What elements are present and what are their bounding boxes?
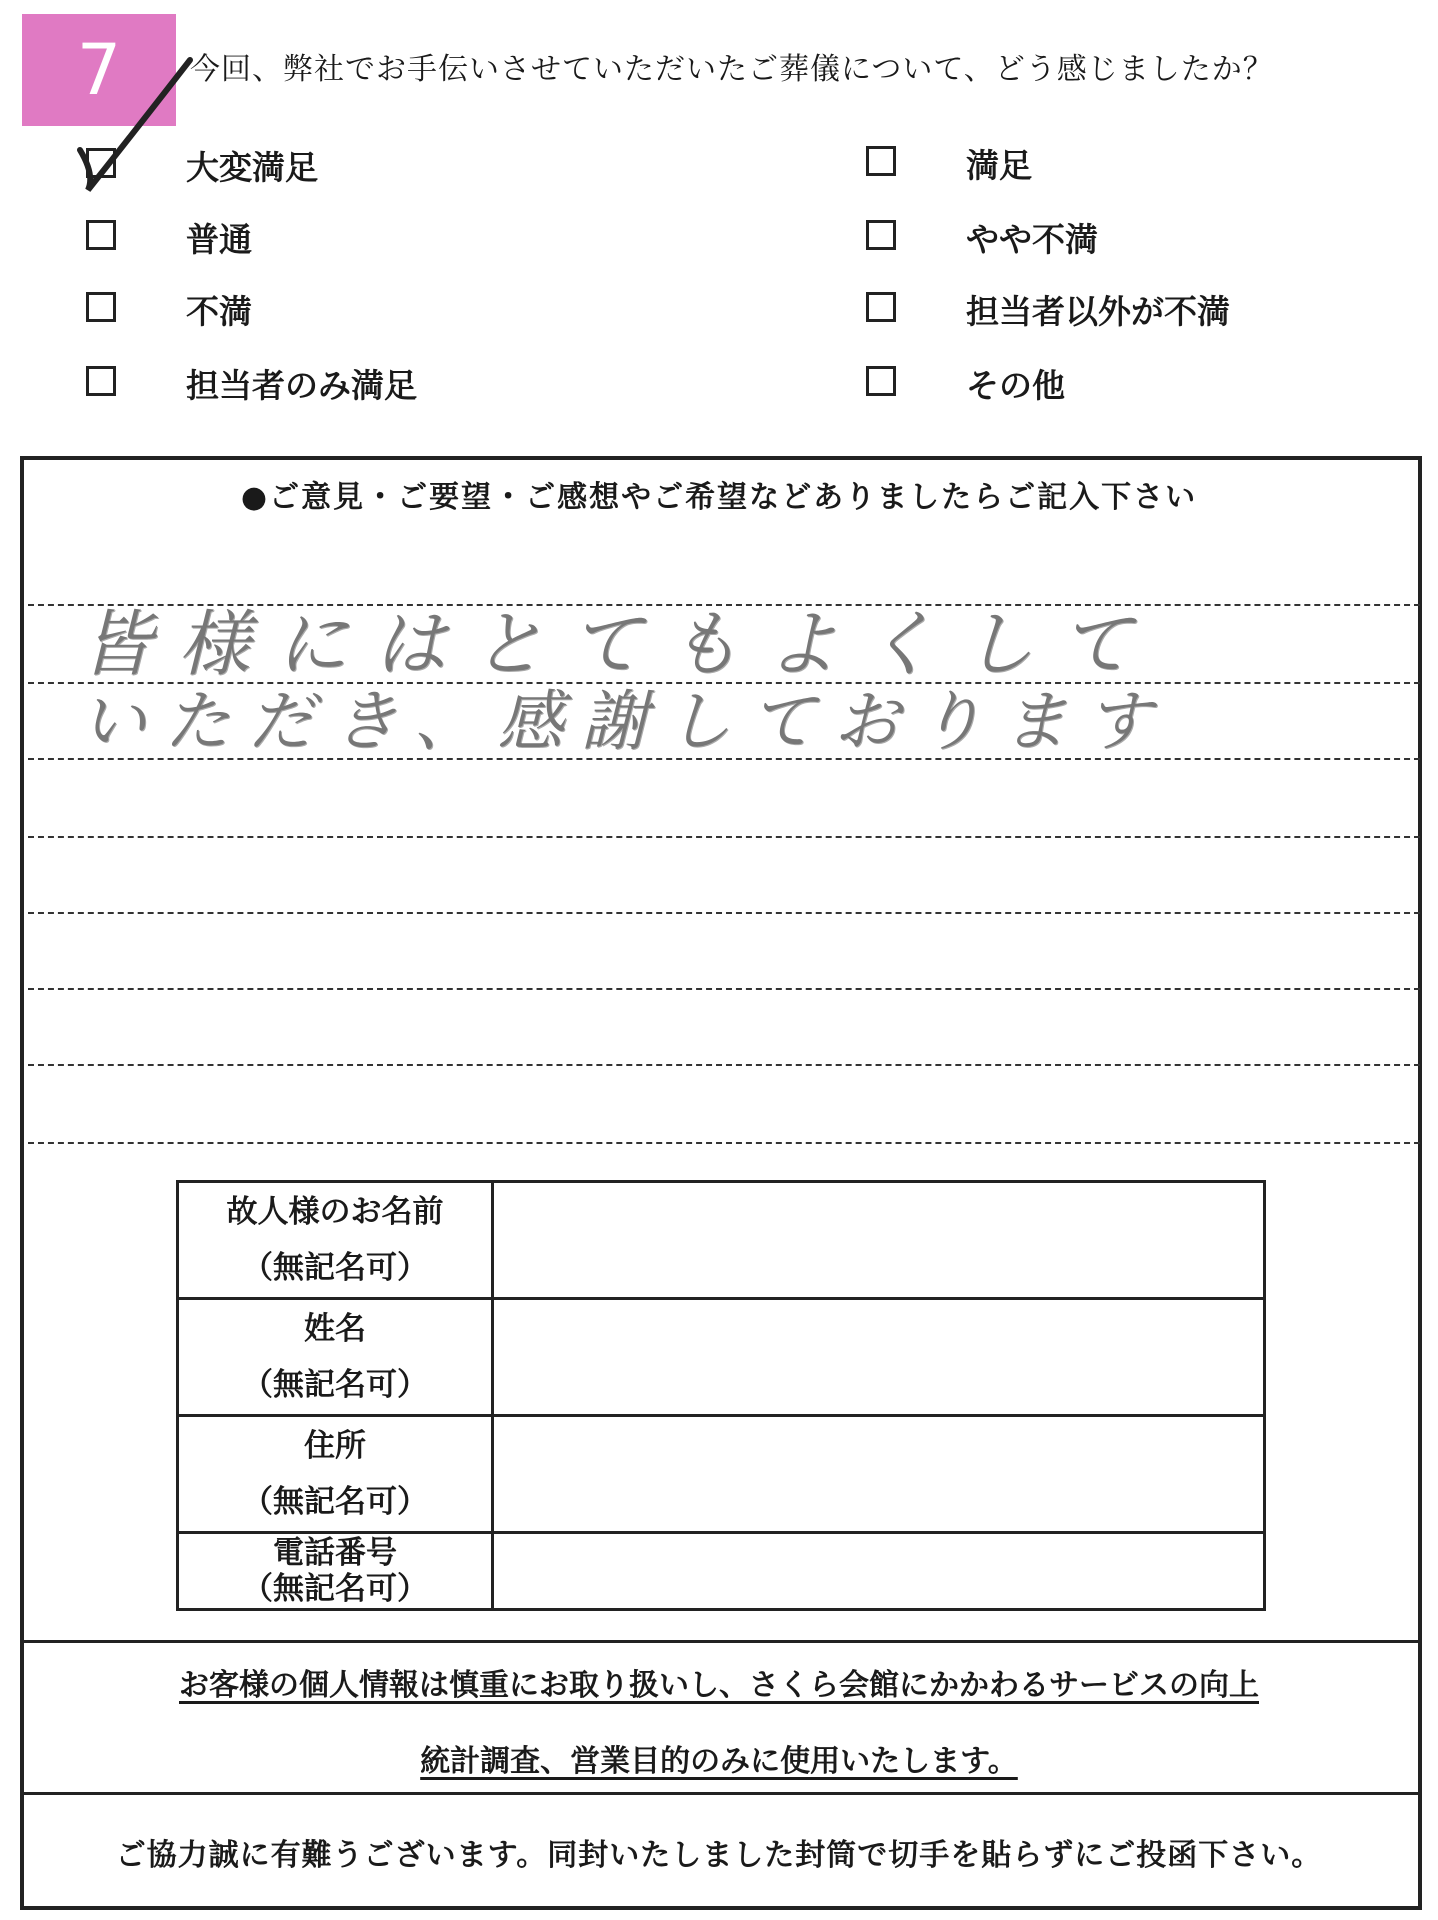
writing-line bbox=[28, 912, 1420, 914]
writing-line bbox=[28, 1064, 1420, 1066]
table-row bbox=[178, 1533, 1265, 1610]
option-label: やや不満 bbox=[966, 220, 1098, 259]
checkbox-somewhat-dissatisfied[interactable] bbox=[866, 220, 896, 250]
checkbox-normal[interactable] bbox=[86, 220, 116, 250]
field-label: 故人様のお名前 bbox=[226, 1194, 444, 1230]
checkbox-very-satisfied[interactable] bbox=[86, 148, 116, 178]
field-note: （無記名可） bbox=[242, 1367, 428, 1403]
option-label: 大変満足 bbox=[186, 148, 318, 187]
field-label: 住所 bbox=[304, 1428, 366, 1464]
checkbox-only-staff-satisfied[interactable] bbox=[86, 366, 116, 396]
option-label: 不満 bbox=[186, 292, 252, 331]
divider bbox=[20, 1792, 1422, 1795]
field-label-cell bbox=[178, 1416, 493, 1533]
checkbox-satisfied[interactable] bbox=[866, 146, 896, 176]
deceased-name-field[interactable] bbox=[493, 1182, 1265, 1299]
field-label-cell bbox=[178, 1182, 493, 1299]
option-label: 満足 bbox=[966, 146, 1032, 185]
comment-heading: ●ご意見・ご要望・ご感想やご希望などありましたらご記入下さい bbox=[240, 480, 1198, 515]
field-note: （無記名可） bbox=[242, 1250, 428, 1286]
option-label: その他 bbox=[966, 366, 1065, 405]
handwritten-comment-line: いただき、感謝しております bbox=[80, 683, 1170, 760]
checkbox-dissatisfied[interactable] bbox=[86, 292, 116, 322]
full-name-field[interactable] bbox=[493, 1299, 1265, 1416]
writing-line bbox=[28, 836, 1420, 838]
handwritten-comment-line: 皆様にはとてもよくして bbox=[80, 602, 1159, 686]
field-label-cell bbox=[178, 1533, 493, 1610]
privacy-notice-line: お客様の個人情報は慎重にお取り扱いし、さくら会館にかかわるサービスの向上 bbox=[179, 1668, 1259, 1703]
field-label: 電話番号 bbox=[273, 1535, 397, 1571]
table-row bbox=[178, 1299, 1265, 1416]
field-note: （無記名可） bbox=[242, 1484, 428, 1520]
table-row bbox=[178, 1182, 1265, 1299]
privacy-notice-line: 統計調査、営業目的のみに使用いたします。 bbox=[420, 1744, 1018, 1779]
writing-line bbox=[28, 1142, 1420, 1144]
checkbox-other[interactable] bbox=[866, 366, 896, 396]
field-label: 姓名 bbox=[304, 1311, 366, 1347]
question-number: 7 bbox=[22, 14, 176, 126]
option-label: 担当者以外が不満 bbox=[966, 292, 1230, 331]
footer-thanks: ご協力誠に有難うございます。同封いたしました封筒で切手を貼らずにご投函下さい。 bbox=[115, 1838, 1323, 1873]
writing-line bbox=[28, 988, 1420, 990]
field-note: （無記名可） bbox=[242, 1571, 428, 1607]
field-label-cell bbox=[178, 1299, 493, 1416]
option-label: 担当者のみ満足 bbox=[186, 366, 417, 405]
option-label: 普通 bbox=[186, 220, 252, 259]
table-row bbox=[178, 1416, 1265, 1533]
address-field[interactable] bbox=[493, 1416, 1265, 1533]
question-text: 今回、弊社でお手伝いさせていただいたご葬儀について、どう感じましたか？ bbox=[190, 52, 1274, 87]
checkbox-others-dissatisfied[interactable] bbox=[866, 292, 896, 322]
divider bbox=[20, 1640, 1422, 1643]
personal-info-table bbox=[176, 1180, 1266, 1611]
phone-field[interactable] bbox=[493, 1533, 1265, 1610]
